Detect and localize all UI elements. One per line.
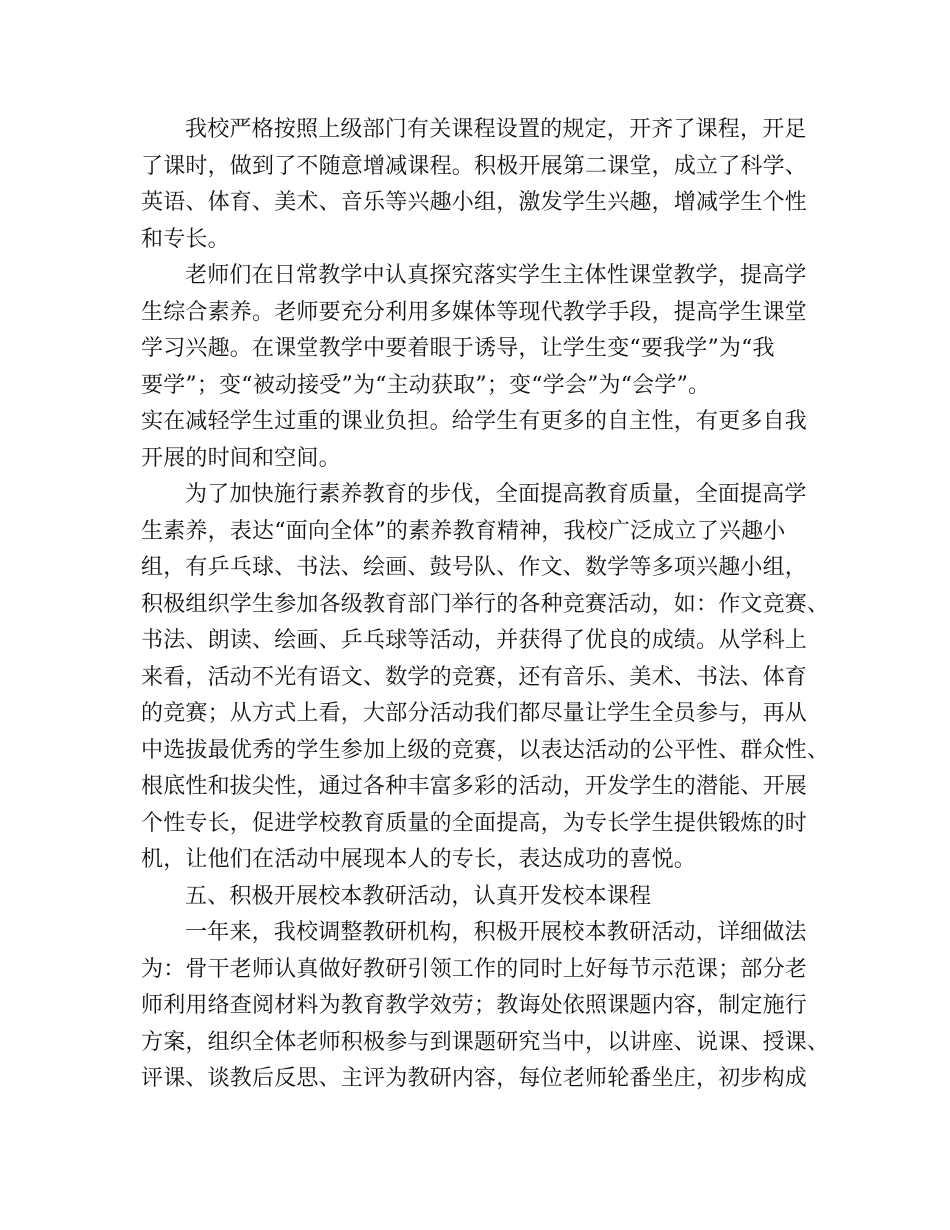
- paragraph-line: 老师们在日常教学中认真探究落实学生主体性课堂教学，提高学: [185, 263, 807, 288]
- paragraph-line: 评课、谈教后反思、主评为教研内容，每位老师轮番坐庄，初步构成: [141, 1066, 808, 1091]
- paragraph-line: 和专长。: [141, 226, 230, 252]
- paragraph-line: 机，让他们在活动中展现本人的专长，表达成功的喜悦。: [141, 847, 697, 872]
- paragraph-line: 来看，活动不光有语文、数学的竞赛，还有音乐、美术、书法、体育: [141, 664, 808, 690]
- paragraph-line: 学习兴趣。在课堂教学中要着眼于诱导，让学生变“要我学”为“我: [141, 336, 775, 361]
- paragraph-line: 组，有乒乓球、书法、绘画、鼓号队、作文、数学等多项兴趣小组，: [141, 555, 808, 580]
- paragraph-line: 中选拔最优秀的学生参加上级的竞赛，以表达活动的公平性、群众性、: [141, 737, 830, 763]
- paragraph-line: 生素养，表达“面向全体”的素养教育精神，我校广泛成立了兴趣小: [141, 518, 786, 544]
- paragraph-line: 一年来，我校调整教研机构，积极开展校本教研活动，详细做法: [185, 920, 807, 945]
- paragraph-line: 书法、朗读、绘画、乒乓球等活动，并获得了优良的成绩。从学科上: [141, 628, 808, 653]
- paragraph-line: 要学”；变“被动接受”为“主动获取”；变“学会”为“会学”。: [141, 372, 711, 398]
- paragraph-line: 实在减轻学生过重的课业负担。给学生有更多的自主性，有更多自我: [141, 409, 808, 434]
- paragraph-line: 为了加快施行素养教育的步伐，全面提高教育质量，全面提高学: [185, 482, 807, 507]
- paragraph-line: 个性专长，促进学校教育质量的全面提高，为专长学生提供锻炼的时: [141, 810, 808, 836]
- paragraph-line: 英语、体育、美术、音乐等兴趣小组，激发学生兴趣，增减学生个性: [141, 190, 808, 215]
- paragraph-line: 积极组织学生参加各级教育部门举行的各种竞赛活动，如：作文竞赛、: [141, 591, 830, 617]
- paragraph-line: 了课时，做到了不随意增减课程。积极开展第二课堂，成立了科学、: [141, 153, 808, 179]
- paragraph-line: 师利用络查阅材料为教育教学效劳；教诲处依照课题内容，制定施行: [141, 993, 808, 1018]
- paragraph-line: 根底性和拔尖性，通过各种丰富多彩的活动，开发学生的潜能、开展: [141, 774, 808, 799]
- paragraph-line: 的竞赛；从方式上看，大部分活动我们都尽量让学生全员参与，再从: [141, 701, 808, 726]
- paragraph-line: 我校严格按照上级部门有关课程设置的规定，开齐了课程，开足: [185, 117, 807, 142]
- paragraph-line: 生综合素养。老师要充分利用多媒体等现代教学手段，提高学生课堂: [141, 299, 808, 325]
- body-text: [141, 112, 830, 1098]
- paragraph-line: 方案，组织全体老师积极参与到课题研究当中，以讲座、说课、授课、: [141, 1029, 830, 1055]
- section-heading: 五、积极开展校本教研活动，认真开发校本课程: [185, 883, 652, 909]
- paragraph-line: 为：骨干老师认真做好教研引领工作的同时上好每节示范课；部分老: [141, 956, 808, 982]
- paragraph-line: 开展的时间和空间。: [141, 445, 341, 471]
